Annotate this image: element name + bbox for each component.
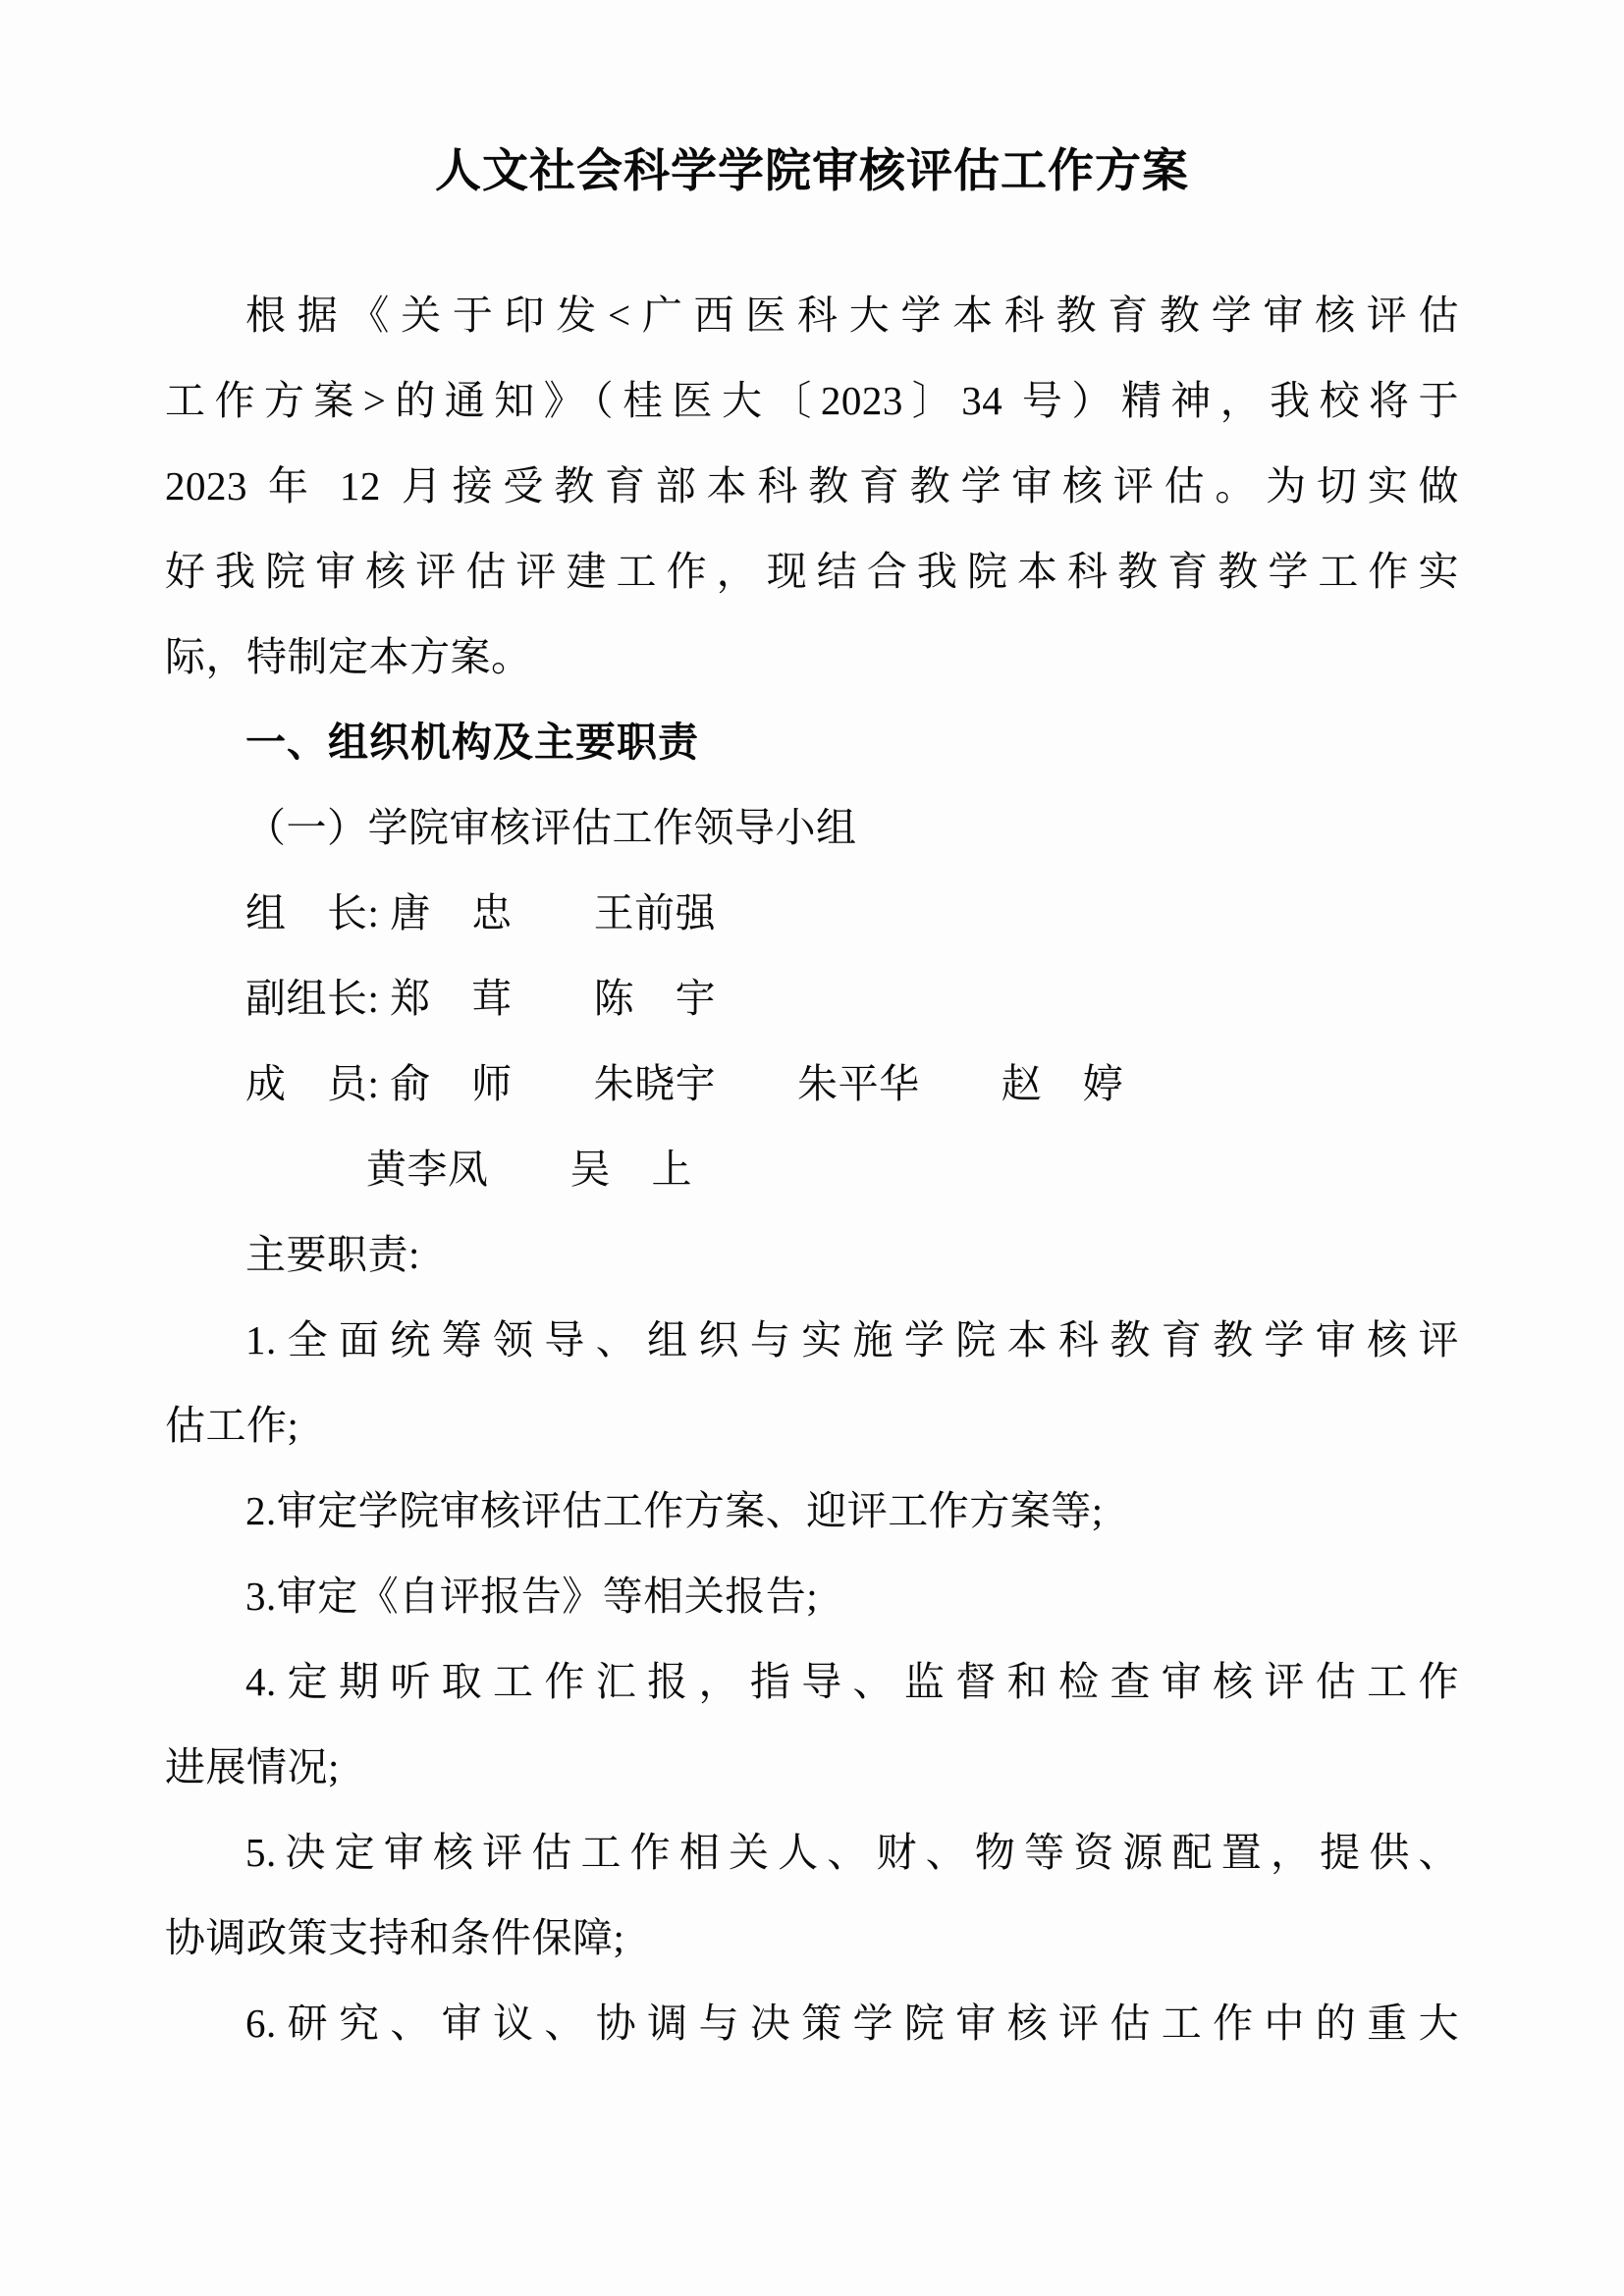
duty-line: 协调政策支持和条件保障; — [165, 1914, 625, 1960]
duty-line: 1.全面统筹领导、组织与实施学院本科教育教学审核评 — [245, 1316, 1459, 1362]
duty-line: 估工作; — [165, 1402, 299, 1448]
duty-line: 6.研究、审议、协调与决策学院审核评估工作中的重大 — [245, 2000, 1459, 2046]
deputy-leader-line: 副组长: 郑 茸 陈 宇 — [245, 975, 717, 1021]
intro-line: 工作方案>的通知》（桂医大〔2023〕34 号）精神，我校将于 — [165, 377, 1459, 423]
intro-line: 际，特制定本方案。 — [165, 633, 532, 679]
document-title: 人文社会科学学院审核评估工作方案 — [435, 144, 1189, 196]
duty-line: 3.审定《自评报告》等相关报告; — [245, 1573, 819, 1619]
members-line: 成 员: 俞 师 朱晓宇 朱平华 赵 婷 — [245, 1060, 1124, 1106]
document-body — [165, 273, 1459, 2066]
duty-line: 4.定期听取工作汇报，指导、监督和检查审核评估工作 — [245, 1658, 1459, 1704]
intro-line: 2023 年 12 月接受教育部本科教育教学审核评估。为切实做 — [165, 462, 1459, 508]
leader-line: 组 长: 唐 忠 王前强 — [245, 889, 717, 935]
duty-line: 进展情况; — [165, 1743, 340, 1789]
duty-line: 5.决定审核评估工作相关人、财、物等资源配置，提供、 — [245, 1829, 1459, 1875]
intro-line: 好我院审核评估评建工作，现结合我院本科教育教学工作实 — [165, 548, 1459, 594]
duty-line: 2.审定学院审核评估工作方案、迎评工作方案等; — [245, 1487, 1104, 1533]
section-heading: 一、组织机构及主要职责 — [245, 719, 699, 765]
intro-line: 根据《关于印发<广西医科大学本科教育教学审核评估 — [245, 292, 1459, 338]
subsection-heading: （一）学院审核评估工作领导小组 — [245, 804, 857, 850]
members-line: 黄李凤 吴 上 — [366, 1146, 692, 1192]
duties-heading: 主要职责: — [245, 1231, 420, 1277]
